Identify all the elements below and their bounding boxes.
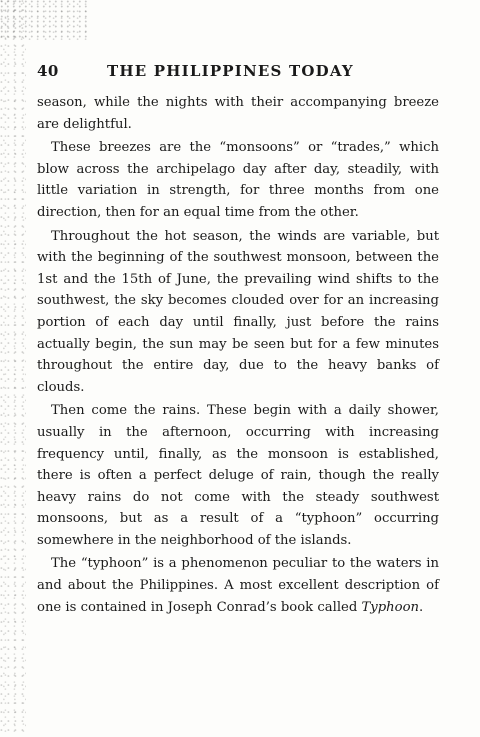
typhoon-text-before: The “typhoon” is a phenomenon peculiar to the waters in and about the Philippines. A most excellent description of one is contained in Joseph Conrad’s book called (37, 556, 439, 615)
running-title: THE PHILIPPINES TODAY (107, 62, 354, 80)
paragraph-rains: Then come the rains. These begin with a daily shower, usually in the afternoon, occurring with increasing frequency until, finally, as the monsoon is established, there is often a perfect deluge of rain, though the really heavy rains do not come with the steady southwest monsoons, but as a result of a “typhoon” occurring somewhere in the neighborhood of the islands. (37, 403, 439, 548)
page-corner-speckle (0, 0, 90, 40)
page-number: 40 (37, 62, 59, 80)
page-edge-speckle (0, 0, 26, 737)
page-header (37, 62, 442, 86)
typhoon-text-after: . (419, 599, 424, 615)
paragraph-typhoon (37, 553, 439, 618)
paragraph-monsoons: These breezes are the “monsoons” or “trades,” which blow across the archipelago day after day, steadily, with little variation in strength, for three months from one direction, then for an equal time from the other. (37, 140, 439, 220)
book-title-typhoon: Typhoon (361, 599, 420, 615)
paragraph-hot-season: Throughout the hot season, the winds are variable, but with the beginning of the southwest monsoon, between the 1st and the 15th of June, the prevailing wind shifts to the southwest, the sky becomes clouded over for an increasing portion of each day until finally, just before the rains actually begin, the sun may be seen but for a few minutes throughout the entire day, due to the heavy banks of clouds. (37, 228, 439, 395)
paragraph-continued: season, while the nights with their accompanying breeze are delightful. (37, 95, 439, 132)
body-text (37, 92, 439, 620)
